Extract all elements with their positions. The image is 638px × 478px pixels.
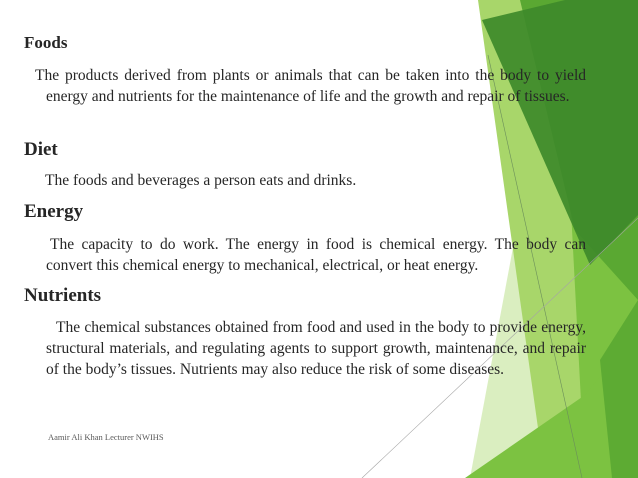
definition-diet: The foods and beverages a person eats and drinks. <box>45 172 357 189</box>
definition-energy: The capacity to do work. The energy in food is chemical energy. The body can convert this chemical energy to mechanical, electrical, or heat energy. <box>46 236 586 274</box>
term-nutrients: Nutrients <box>24 285 102 306</box>
definition-foods: The products derived from plants or animals that can be taken into the body to yield energy and nutrients for the maintenance of life and the growth and repair of tissues. <box>35 67 586 105</box>
term-foods: Foods <box>24 33 68 52</box>
footer-author: Aamir Ali Khan Lecturer NWIHS <box>48 432 164 442</box>
definition-nutrients: The chemical substances obtained from food and used in the body to provide energy, structural materials, and regulating agents to support growth, maintenance, and repair of the body’s tissues. Nutrients may also reduce the risk of some diseases. <box>46 319 586 378</box>
term-diet: Diet <box>24 139 58 160</box>
term-energy: Energy <box>24 201 84 222</box>
